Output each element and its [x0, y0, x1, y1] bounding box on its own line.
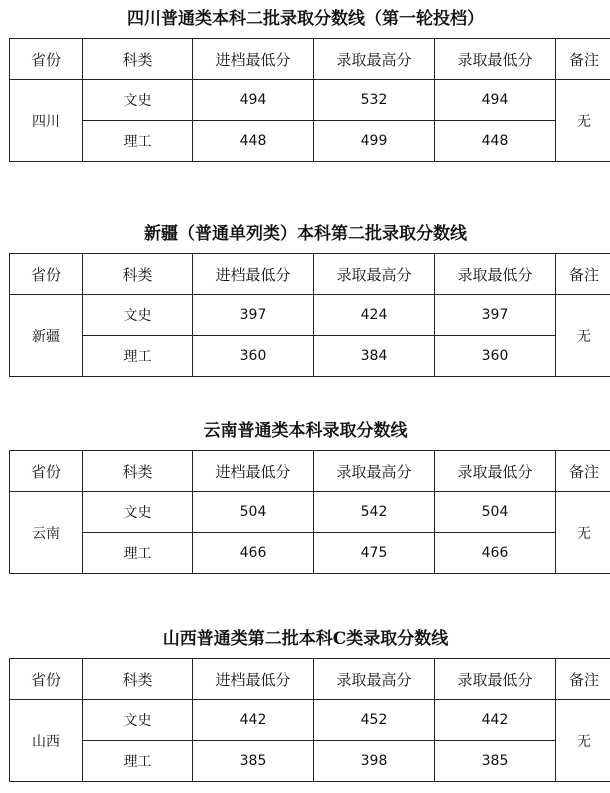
score-table: [9, 450, 610, 574]
score-table: [9, 38, 610, 162]
header-note: 备注: [556, 254, 610, 295]
admit-min-cell: 385: [435, 741, 556, 782]
table-row: [10, 121, 610, 162]
admit-max-cell: 532: [314, 80, 435, 121]
province-cell: 新疆: [10, 295, 83, 377]
admit-min-cell: 448: [435, 121, 556, 162]
header-filing-min: 进档最低分: [193, 39, 314, 80]
note-cell: 无: [556, 492, 610, 574]
admit-max-cell: 542: [314, 492, 435, 533]
header-row: [10, 254, 610, 295]
section-title: 山西普通类第二批本科C类录取分数线: [162, 629, 449, 649]
header-admit-max: 录取最高分: [314, 451, 435, 492]
admit-min-cell: 504: [435, 492, 556, 533]
header-category: 科类: [83, 451, 193, 492]
score-section-xinjiang: [9, 221, 602, 377]
filing-min-cell: 448: [193, 121, 314, 162]
note-cell: 无: [556, 80, 610, 162]
header-row: [10, 451, 610, 492]
section-title: 四川普通类本科二批录取分数线（第一轮投档）: [127, 9, 484, 29]
header-admit-min: 录取最低分: [435, 39, 556, 80]
header-admit-min: 录取最低分: [435, 659, 556, 700]
category-cell: 文史: [83, 700, 193, 741]
header-row: [10, 659, 610, 700]
filing-min-cell: 494: [193, 80, 314, 121]
province-cell: 四川: [10, 80, 83, 162]
header-note: 备注: [556, 659, 610, 700]
header-note: 备注: [556, 451, 610, 492]
admit-max-cell: 499: [314, 121, 435, 162]
header-province: 省份: [10, 451, 83, 492]
note-cell: 无: [556, 295, 610, 377]
header-category: 科类: [83, 659, 193, 700]
filing-min-cell: 397: [193, 295, 314, 336]
header-admit-max: 录取最高分: [314, 39, 435, 80]
table-row: [10, 700, 610, 741]
category-cell: 理工: [83, 741, 193, 782]
section-title: 云南普通类本科录取分数线: [203, 421, 408, 441]
filing-min-cell: 360: [193, 336, 314, 377]
filing-min-cell: 504: [193, 492, 314, 533]
category-cell: 理工: [83, 336, 193, 377]
table-row: [10, 295, 610, 336]
admit-max-cell: 475: [314, 533, 435, 574]
table-row: [10, 741, 610, 782]
admit-min-cell: 360: [435, 336, 556, 377]
header-admit-max: 录取最高分: [314, 659, 435, 700]
score-table: [9, 658, 610, 782]
admit-max-cell: 452: [314, 700, 435, 741]
header-filing-min: 进档最低分: [193, 659, 314, 700]
header-category: 科类: [83, 39, 193, 80]
header-note: 备注: [556, 39, 610, 80]
score-section-sichuan: [9, 6, 602, 162]
table-row: [10, 492, 610, 533]
header-province: 省份: [10, 659, 83, 700]
section-title: 新疆（普通单列类）本科第二批录取分数线: [144, 224, 467, 244]
category-cell: 文史: [83, 80, 193, 121]
admit-min-cell: 466: [435, 533, 556, 574]
header-category: 科类: [83, 254, 193, 295]
header-province: 省份: [10, 254, 83, 295]
header-filing-min: 进档最低分: [193, 254, 314, 295]
table-row: [10, 533, 610, 574]
admit-min-cell: 494: [435, 80, 556, 121]
category-cell: 文史: [83, 492, 193, 533]
header-province: 省份: [10, 39, 83, 80]
header-filing-min: 进档最低分: [193, 451, 314, 492]
category-cell: 文史: [83, 295, 193, 336]
header-admit-min: 录取最低分: [435, 451, 556, 492]
province-cell: 云南: [10, 492, 83, 574]
note-cell: 无: [556, 700, 610, 782]
header-admit-min: 录取最低分: [435, 254, 556, 295]
score-section-shanxi: [9, 626, 602, 782]
admit-max-cell: 424: [314, 295, 435, 336]
admit-min-cell: 442: [435, 700, 556, 741]
admit-max-cell: 398: [314, 741, 435, 782]
filing-min-cell: 466: [193, 533, 314, 574]
admit-max-cell: 384: [314, 336, 435, 377]
admit-min-cell: 397: [435, 295, 556, 336]
table-row: [10, 80, 610, 121]
category-cell: 理工: [83, 121, 193, 162]
header-row: [10, 39, 610, 80]
filing-min-cell: 385: [193, 741, 314, 782]
score-section-yunnan: [9, 418, 602, 574]
filing-min-cell: 442: [193, 700, 314, 741]
category-cell: 理工: [83, 533, 193, 574]
header-admit-max: 录取最高分: [314, 254, 435, 295]
score-table: [9, 253, 610, 377]
province-cell: 山西: [10, 700, 83, 782]
table-row: [10, 336, 610, 377]
